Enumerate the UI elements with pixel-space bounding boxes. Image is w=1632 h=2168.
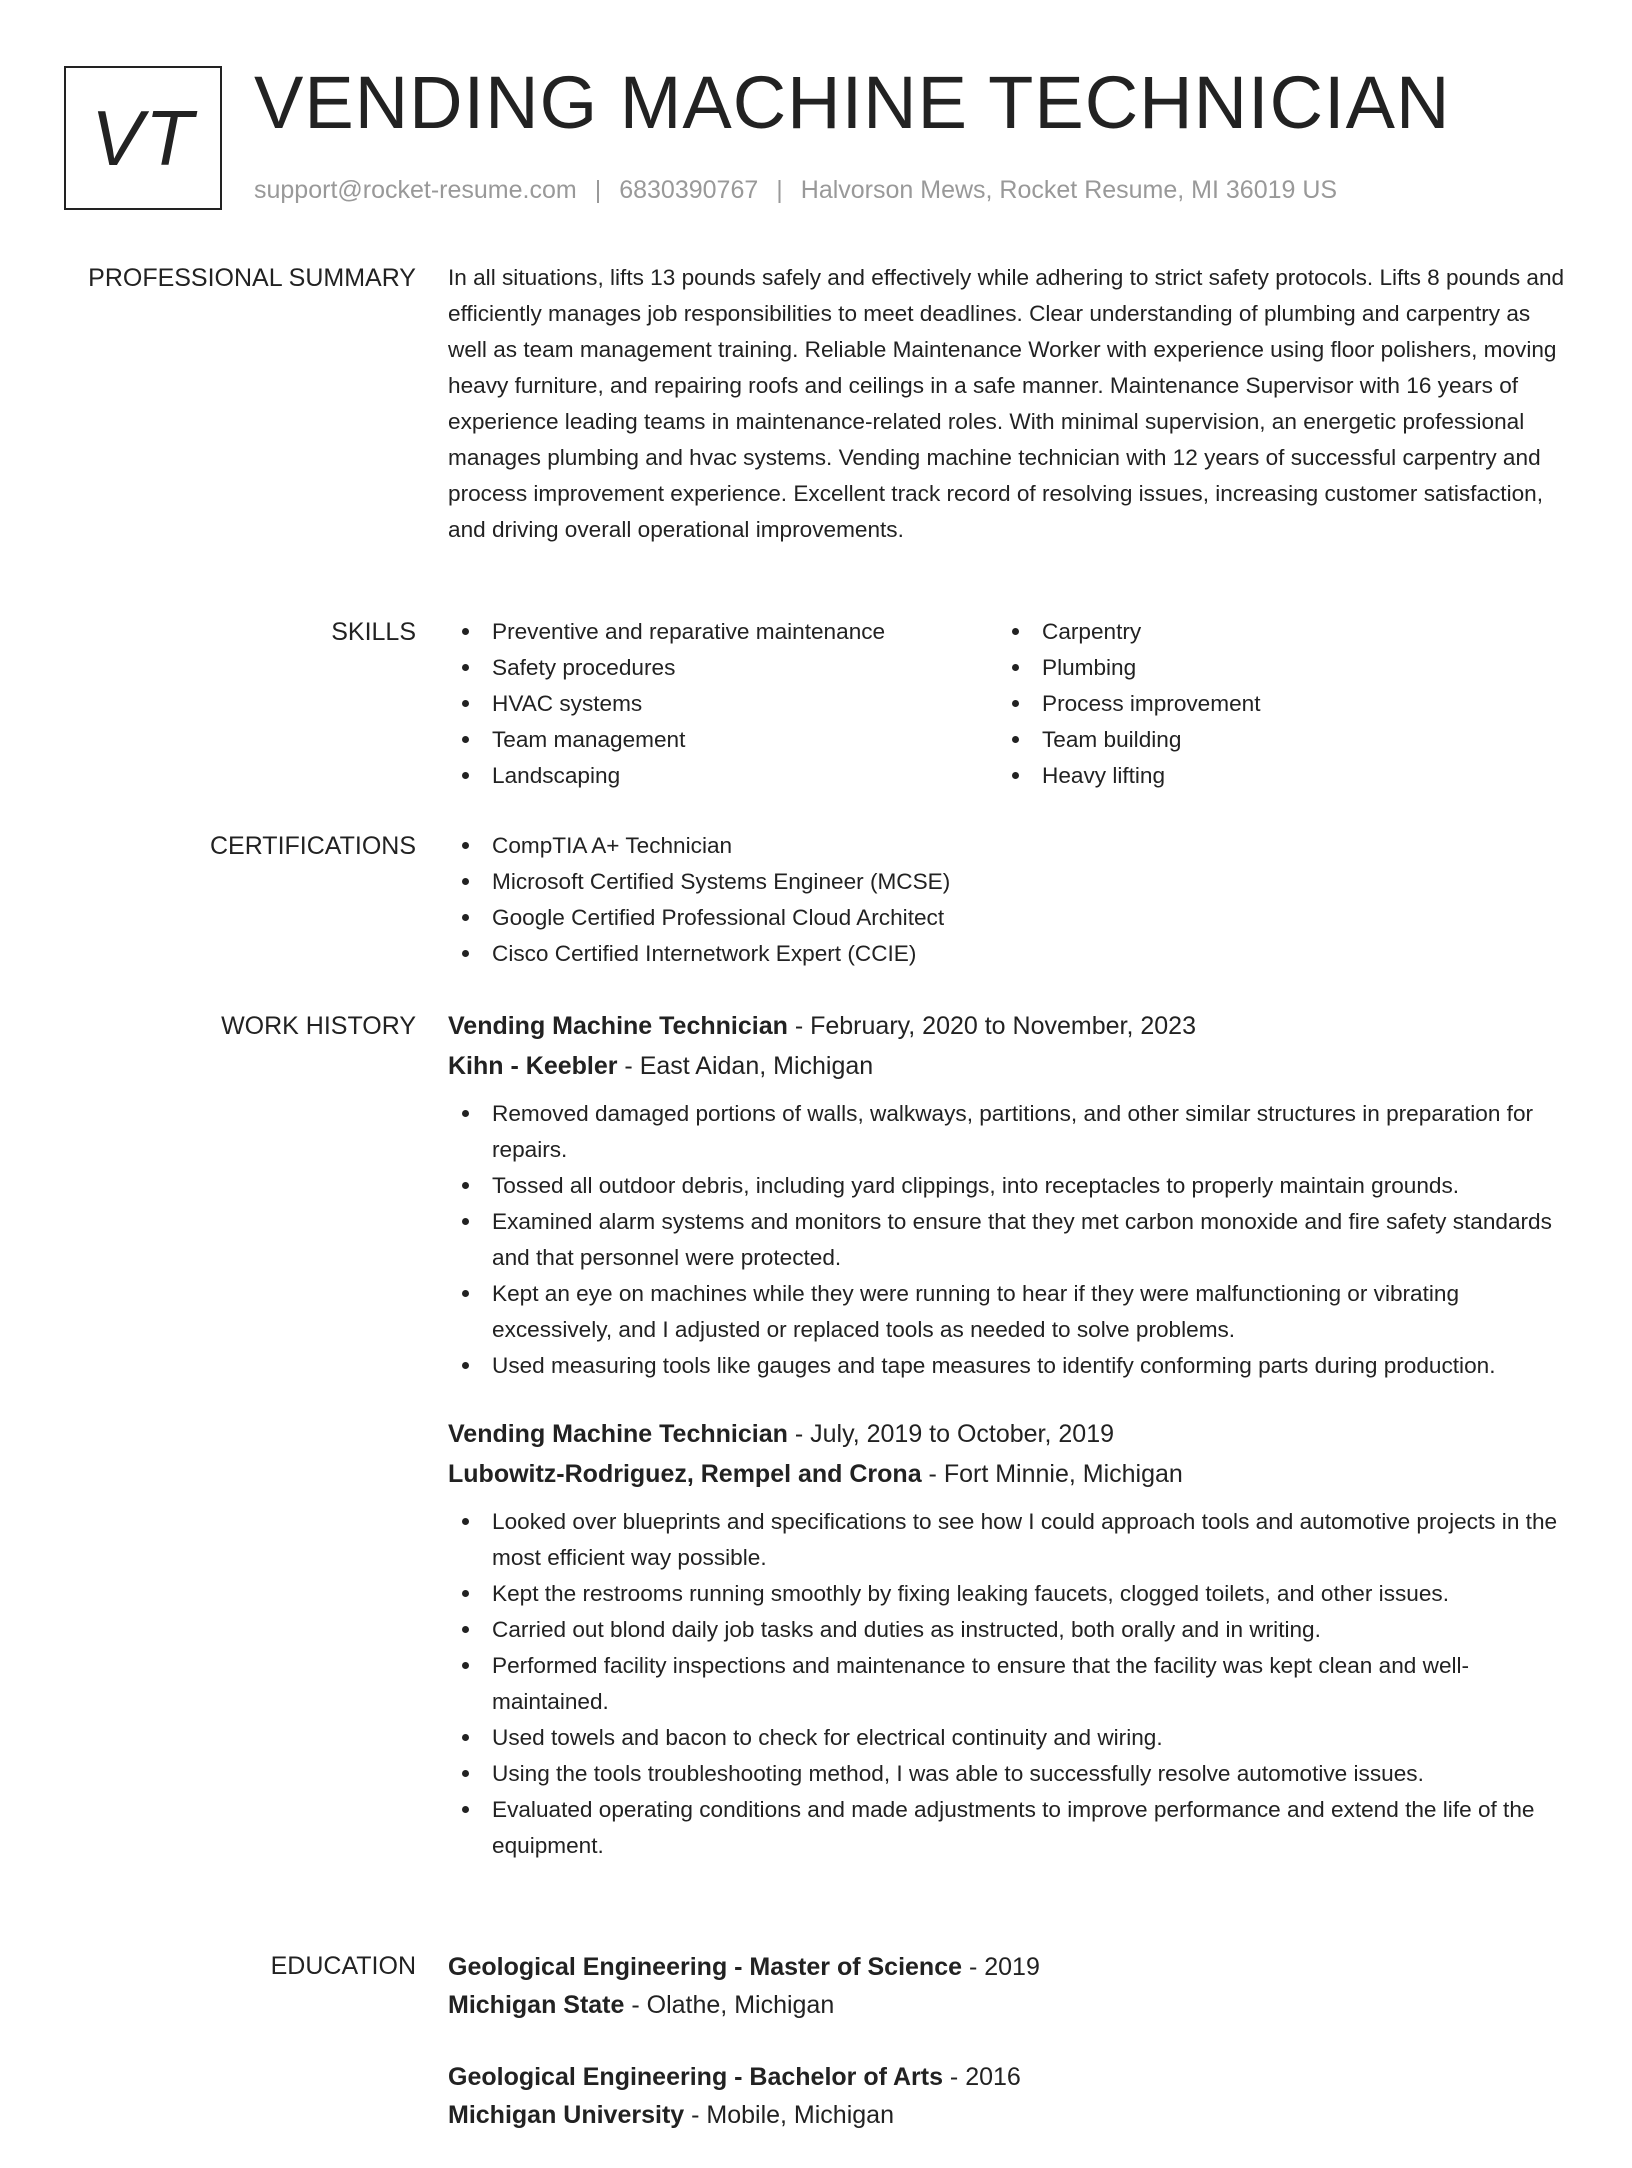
work-history-heading: WORK HISTORY (221, 1012, 416, 1040)
job-duty: Using the tools troubleshooting method, I was able to successfully resolve automotive issues. (448, 1756, 1570, 1792)
job-duties-list (448, 1504, 1570, 1864)
certifications-heading: CERTIFICATIONS (209, 832, 416, 860)
certification-item: Google Certified Professional Cloud Architect (448, 900, 1570, 936)
monogram-initials: VT (91, 93, 195, 182)
job-duty: Kept the restrooms running smoothly by fixing leaking faucets, clogged toilets, and other issues. (448, 1576, 1570, 1612)
monogram-box (64, 66, 222, 210)
education-degree-line (448, 1948, 1570, 1986)
certifications-list (448, 828, 1570, 972)
summary-body (448, 260, 1570, 548)
skill-item: Carpentry (998, 614, 1548, 650)
skill-item: Process improvement (998, 686, 1548, 722)
certification-item: Microsoft Certified Systems Engineer (MCSE) (448, 864, 1570, 900)
resume-title: VENDING MACHINE TECHNICIAN (254, 61, 1451, 144)
job-dates: - February, 2020 to November, 2023 (787, 1012, 1196, 1040)
contact-email[interactable]: support@rocket-resume.com (254, 176, 577, 204)
skills-body (448, 614, 1570, 794)
education-year: - 2016 (942, 2063, 1021, 2091)
education-school: Michigan University (448, 2101, 685, 2129)
job-duty: Kept an eye on machines while they were running to hear if they were malfunctioning or vibrating excessively, and I adjusted or replaced tools as needed to solve problems. (448, 1276, 1570, 1348)
certification-item: Cisco Certified Internetwork Expert (CCIE) (448, 936, 1570, 972)
job-title-line (448, 1006, 1570, 1046)
summary-text: In all situations, lifts 13 pounds safely and effectively while adhering to strict safety protocols. Lifts 8 pounds and efficiently manages job responsibilities to meet deadlines. Clear understanding of plumbing and carpentry as well as team management training. Reliable Maintenance Worker with experience using floor polishers, moving heavy furniture, and repairing roofs and ceilings in a safe manner. Maintenance Supervisor with 16 years of experience leading teams in maintenance-related roles. With minimal supervision, an energetic professional manages plumbing and hvac systems. Vending machine technician with 12 years of successful carpentry and process improvement experience. Excellent track record of resolving issues, increasing customer satisfaction, and driving overall operational improvements. (448, 265, 1565, 542)
contact-line (254, 176, 1337, 205)
skill-item: Heavy lifting (998, 758, 1548, 794)
contact-separator: | (776, 176, 783, 204)
education-school: Michigan State (448, 1991, 625, 2019)
job-duty: Tossed all outdoor debris, including yard clippings, into receptacles to properly maintain grounds. (448, 1168, 1570, 1204)
certification-item: CompTIA A+ Technician (448, 828, 1570, 864)
job-duty: Used measuring tools like gauges and tape measures to identify conforming parts during production. (448, 1348, 1570, 1384)
job-entry (448, 1414, 1570, 1864)
job-company-line (448, 1454, 1570, 1494)
skill-item: Safety procedures (448, 650, 998, 686)
certifications-body (448, 828, 1570, 972)
education-body (448, 1948, 1570, 2168)
job-title: Vending Machine Technician (448, 1012, 788, 1040)
job-title: Vending Machine Technician (448, 1420, 788, 1448)
summary-heading: PROFESSIONAL SUMMARY (88, 264, 416, 292)
skill-item: Landscaping (448, 758, 998, 794)
contact-address: Halvorson Mews, Rocket Resume, MI 36019 US (800, 176, 1338, 204)
contact-separator: | (594, 176, 602, 204)
education-year: - 2019 (962, 1953, 1040, 1981)
skill-item: HVAC systems (448, 686, 998, 722)
job-location: - East Aidan, Michigan (617, 1052, 874, 1080)
skill-item: Team management (448, 722, 998, 758)
job-duty: Evaluated operating conditions and made adjustments to improve performance and extend the life of the equipment. (448, 1792, 1570, 1864)
job-dates: - July, 2019 to October, 2019 (787, 1420, 1115, 1448)
education-entry (448, 2058, 1570, 2134)
education-degree: Geological Engineering - Master of Science (448, 1953, 963, 1981)
education-heading: EDUCATION (270, 1952, 416, 1980)
job-company: Kihn - Keebler (448, 1052, 618, 1080)
contact-phone[interactable]: 6830390767 (619, 176, 759, 204)
education-degree-line (448, 2058, 1570, 2096)
education-school-line (448, 2096, 1570, 2134)
skills-heading: SKILLS (331, 618, 416, 646)
job-duty: Looked over blueprints and specifications to see how I could approach tools and automotive projects in the most efficient way possible. (448, 1504, 1570, 1576)
job-title-line (448, 1414, 1570, 1454)
job-duties-list (448, 1096, 1570, 1384)
work-history-body (448, 1006, 1570, 1864)
skill-item: Team building (998, 722, 1548, 758)
education-location: - Olathe, Michigan (624, 1991, 835, 2019)
education-entry (448, 1948, 1570, 2024)
job-company: Lubowitz-Rodriguez, Rempel and Crona (448, 1460, 922, 1488)
job-duty: Used towels and bacon to check for electrical continuity and wiring. (448, 1720, 1570, 1756)
job-company-line (448, 1046, 1570, 1086)
skill-item: Plumbing (998, 650, 1548, 686)
skill-item: Preventive and reparative maintenance (448, 614, 998, 650)
skills-list-right (998, 614, 1548, 794)
job-duty: Removed damaged portions of walls, walkways, partitions, and other similar structures in preparation for repairs. (448, 1096, 1570, 1168)
job-entry (448, 1006, 1570, 1384)
job-duty: Performed facility inspections and maintenance to ensure that the facility was kept clean and well-maintained. (448, 1648, 1570, 1720)
skills-list-left (448, 614, 998, 794)
job-duty: Carried out blond daily job tasks and duties as instructed, both orally and in writing. (448, 1612, 1570, 1648)
education-location: - Mobile, Michigan (684, 2101, 894, 2129)
education-degree: Geological Engineering - Bachelor of Arts (448, 2063, 943, 2091)
job-location: - Fort Minnie, Michigan (921, 1460, 1183, 1488)
education-school-line (448, 1986, 1570, 2024)
job-duty: Examined alarm systems and monitors to ensure that they met carbon monoxide and fire safety standards and that personnel were protected. (448, 1204, 1570, 1276)
